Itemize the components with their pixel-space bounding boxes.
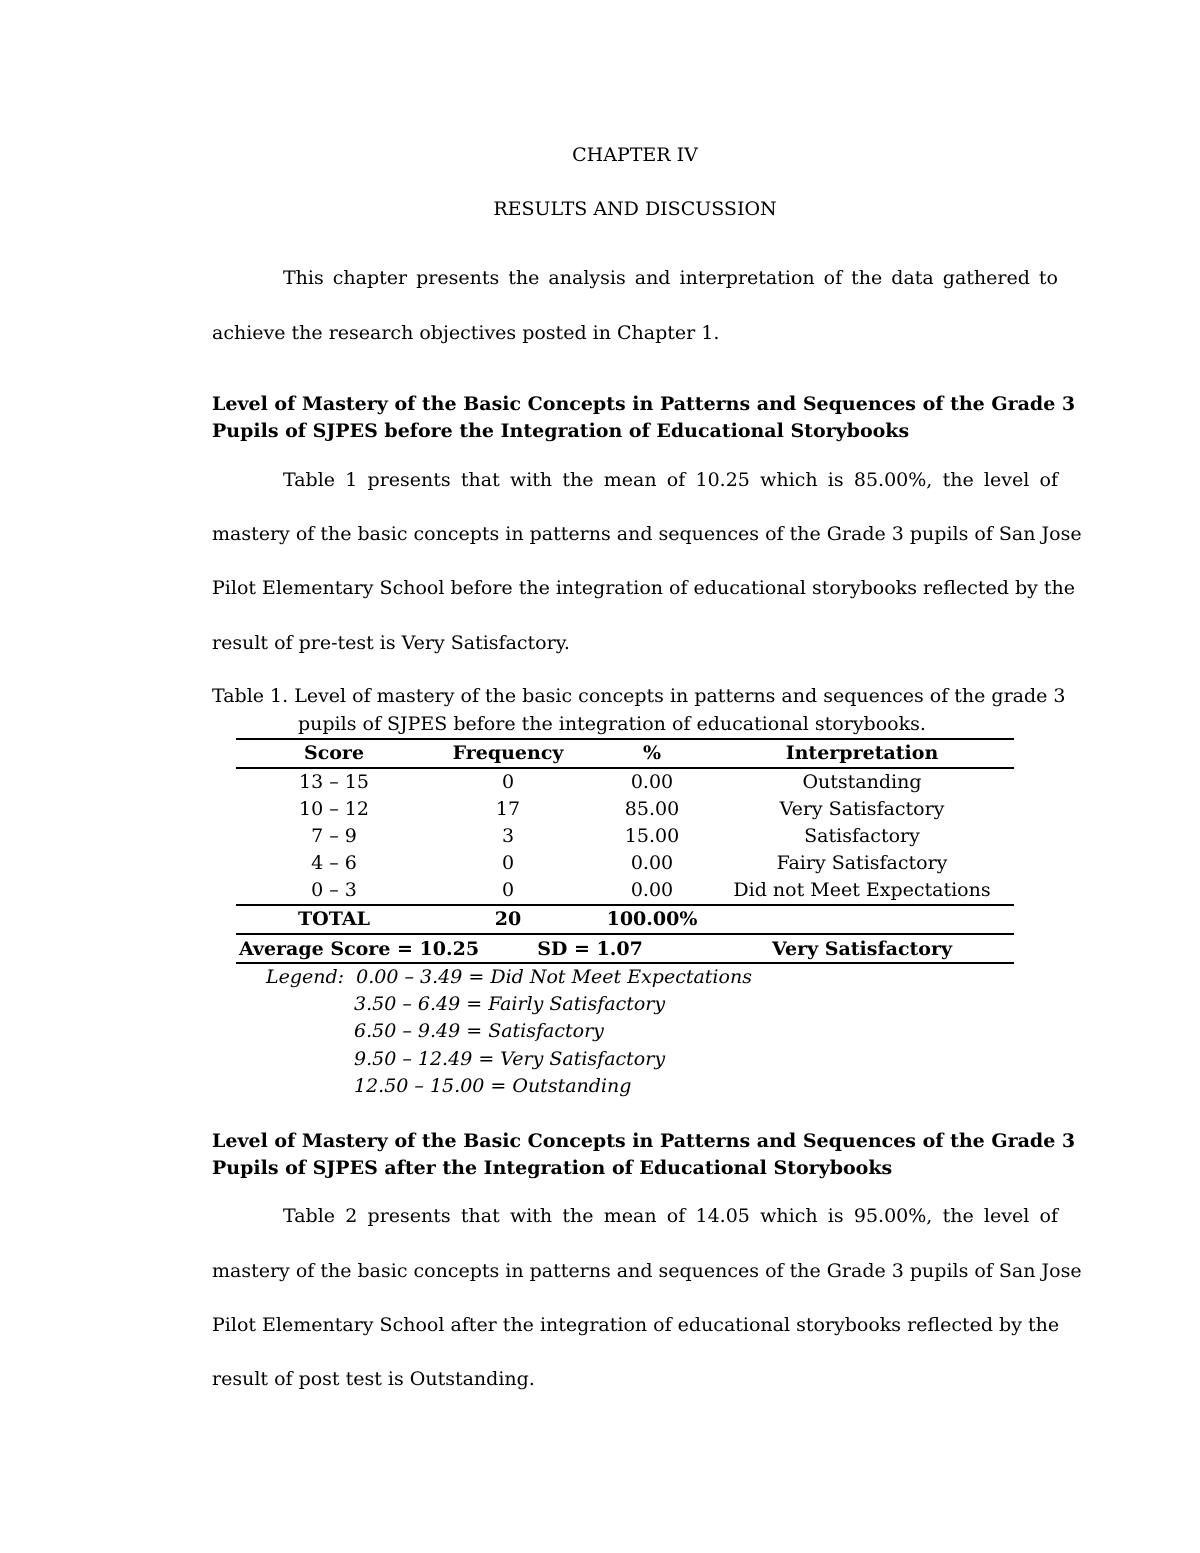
table1-caption-line-1: Table 1. Level of mastery of the basic concepts in patterns and sequences of the grade 3: [212, 685, 1066, 707]
section1-para-line-2: mastery of the basic concepts in patterns and sequences of the Grade 3 pupils of San Jose: [212, 523, 1082, 545]
legend-line: 9.50 – 12.49 = Very Satisfactory: [354, 1048, 666, 1070]
cell-score: 13 – 15: [299, 771, 369, 793]
cell-score: 10 – 12: [299, 798, 369, 820]
cell-interpretation: Did not Meet Expectations: [733, 879, 991, 901]
cell-score: 7 – 9: [311, 825, 357, 847]
cell-frequency: 0: [501, 852, 515, 874]
cell-frequency: 3: [501, 825, 515, 847]
chapter-title: RESULTS AND DISCUSSION: [493, 198, 777, 220]
header-frequency: Frequency: [452, 742, 564, 764]
section2-heading-line-1: Level of Mastery of the Basic Concepts in Patterns and Sequences of the Grade 3: [212, 1130, 1076, 1152]
average-score: Average Score = 10.25: [238, 938, 480, 960]
cell-frequency: 17: [495, 798, 521, 820]
intro-line-1: This chapter presents the analysis and interpretation of the data gathered to: [283, 267, 1058, 289]
overall-interpretation: Very Satisfactory: [771, 938, 953, 960]
cell-percent: 0.00: [630, 852, 674, 874]
intro-line-2: achieve the research objectives posted in Chapter 1.: [212, 322, 720, 344]
legend-line: 3.50 – 6.49 = Fairly Satisfactory: [354, 993, 666, 1015]
cell-interpretation: Fairy Satisfactory: [776, 852, 948, 874]
cell-score: 4 – 6: [311, 852, 357, 874]
legend-line: 12.50 – 15.00 = Outstanding: [354, 1075, 632, 1097]
section1-para-line-3: Pilot Elementary School before the integration of educational storybooks reflected by the: [212, 577, 1075, 599]
cell-percent: 15.00: [624, 825, 680, 847]
cell-frequency: 0: [501, 879, 515, 901]
cell-interpretation: Satisfactory: [804, 825, 920, 847]
table-rule-total: [236, 904, 1014, 906]
table-rule-header: [236, 767, 1014, 769]
total-frequency: 20: [494, 908, 522, 930]
cell-percent: 0.00: [630, 879, 674, 901]
table-rule-bottom: [236, 962, 1014, 964]
cell-interpretation: Very Satisfactory: [779, 798, 945, 820]
cell-interpretation: Outstanding: [802, 771, 922, 793]
section2-para-line-1: Table 2 presents that with the mean of 14.05 which is 95.00%, the level of: [283, 1205, 1058, 1227]
section2-para-line-3: Pilot Elementary School after the integration of educational storybooks reflected by the: [212, 1314, 1060, 1336]
table1-caption-line-2: pupils of SJPES before the integration of educational storybooks.: [298, 713, 926, 735]
section1-para-line-1: Table 1 presents that with the mean of 10.25 which is 85.00%, the level of: [283, 469, 1058, 491]
total-percent: 100.00%: [606, 908, 698, 930]
cell-percent: 0.00: [630, 771, 674, 793]
table-rule-top: [236, 738, 1014, 740]
header-percent: %: [642, 742, 662, 764]
legend-line: 6.50 – 9.49 = Satisfactory: [354, 1020, 604, 1042]
cell-score: 0 – 3: [311, 879, 357, 901]
table-rule-summary: [236, 933, 1014, 935]
section2-heading-line-2: Pupils of SJPES after the Integration of Educational Storybooks: [212, 1157, 893, 1179]
section2-para-line-4: result of post test is Outstanding.: [212, 1368, 535, 1390]
section2-para-line-2: mastery of the basic concepts in patterns and sequences of the Grade 3 pupils of San Jose: [212, 1260, 1082, 1282]
section1-para-line-4: result of pre-test is Very Satisfactory.: [212, 632, 570, 654]
cell-frequency: 0: [501, 771, 515, 793]
section1-heading-line-2: Pupils of SJPES before the Integration of Educational Storybooks: [212, 420, 910, 442]
section1-heading-line-1: Level of Mastery of the Basic Concepts in Patterns and Sequences of the Grade 3: [212, 393, 1076, 415]
total-label: TOTAL: [298, 908, 370, 930]
header-score: Score: [303, 742, 365, 764]
header-interpretation: Interpretation: [785, 742, 939, 764]
chapter-label: CHAPTER IV: [572, 144, 698, 166]
cell-percent: 85.00: [624, 798, 680, 820]
standard-deviation: SD = 1.07: [537, 938, 643, 960]
legend-line: Legend: 0.00 – 3.49 = Did Not Meet Expectations: [266, 966, 752, 988]
